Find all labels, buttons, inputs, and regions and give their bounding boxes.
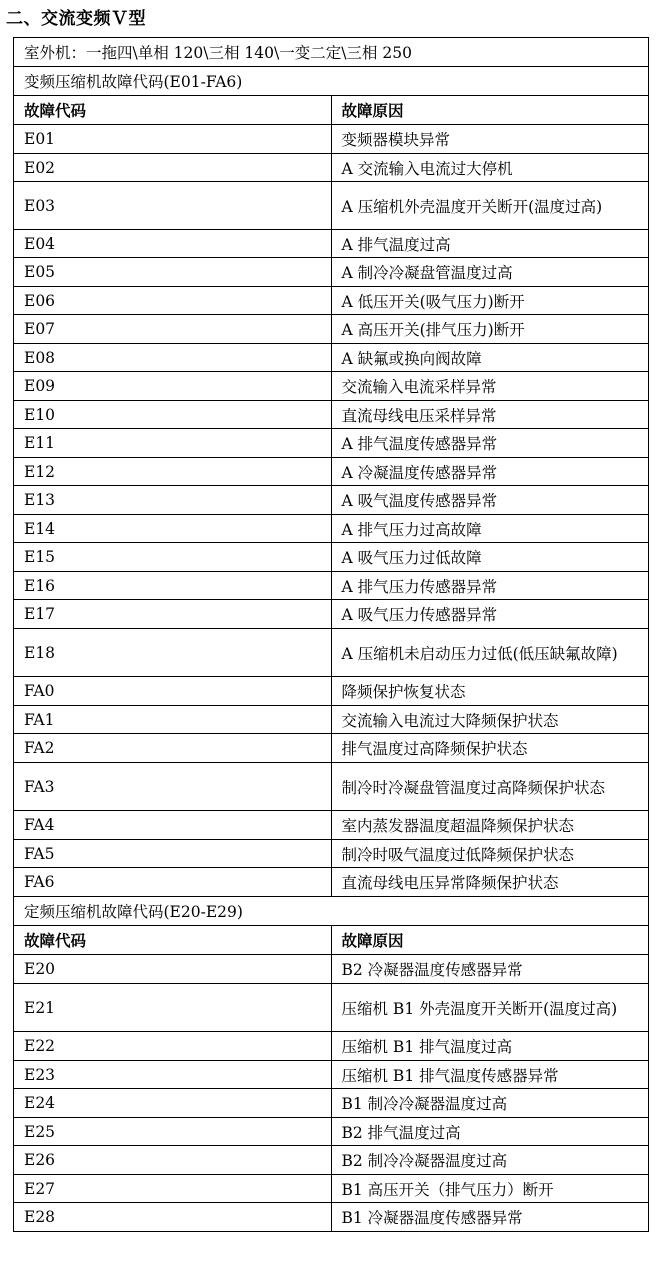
fault-code: E13: [14, 486, 332, 515]
header-code: 故障代码: [14, 96, 332, 125]
fault-code: E01: [14, 125, 332, 154]
table-row: [14, 125, 649, 154]
table-row: [14, 706, 649, 734]
fault-code: E10: [14, 401, 332, 429]
table-row: [14, 734, 649, 763]
table-row: [14, 315, 649, 344]
fault-code: E18: [14, 629, 332, 677]
fault-code: FA6: [14, 868, 332, 897]
inverter-section-title-row: [14, 67, 649, 96]
fault-cause: 室内蒸发器温度超温降频保护状态: [331, 811, 649, 840]
table-row: [14, 486, 649, 515]
header-code: 故障代码: [14, 926, 332, 955]
outdoor-unit-row: [14, 38, 649, 67]
table-row: [14, 154, 649, 182]
table-row: [14, 543, 649, 572]
fault-cause: 压缩机 B1 排气温度过高: [331, 1032, 649, 1061]
fault-code: FA5: [14, 840, 332, 868]
fault-code: E16: [14, 572, 332, 600]
table-row: [14, 763, 649, 811]
fault-cause: 交流输入电流采样异常: [331, 372, 649, 401]
fault-cause: 交流输入电流过大降频保护状态: [331, 706, 649, 734]
table-row: [14, 984, 649, 1032]
header-cause: 故障原因: [331, 96, 649, 125]
table-row: [14, 401, 649, 429]
fault-code: E27: [14, 1175, 332, 1203]
fault-code: E25: [14, 1118, 332, 1146]
table-row: [14, 1032, 649, 1061]
fault-code: E22: [14, 1032, 332, 1061]
table-row: [14, 458, 649, 486]
fixed-header-row: [14, 926, 649, 955]
fault-cause: B1 制冷冷凝器温度过高: [331, 1089, 649, 1118]
fault-code: E08: [14, 344, 332, 372]
fault-code: E04: [14, 230, 332, 258]
fault-cause: A 低压开关(吸气压力)断开: [331, 287, 649, 315]
fault-cause: A 交流输入电流过大停机: [331, 154, 649, 182]
fault-code: E03: [14, 182, 332, 230]
table-row: [14, 258, 649, 287]
fault-code: E24: [14, 1089, 332, 1118]
fault-cause: B1 冷凝器温度传感器异常: [331, 1203, 649, 1232]
fault-cause: 变频器模块异常: [331, 125, 649, 154]
fault-code: E11: [14, 429, 332, 458]
table-row: [14, 515, 649, 543]
fault-code: E07: [14, 315, 332, 344]
fixed-section-title: 定频压缩机故障代码(E20-E29): [14, 897, 649, 926]
fault-cause: B2 冷凝器温度传感器异常: [331, 955, 649, 984]
fault-cause: A 压缩机外壳温度开关断开(温度过高): [331, 182, 649, 230]
fixed-section-title-row: [14, 897, 649, 926]
fault-cause: 制冷时冷凝盘管温度过高降频保护状态: [331, 763, 649, 811]
fault-cause: A 吸气压力过低故障: [331, 543, 649, 572]
fault-code: E06: [14, 287, 332, 315]
fault-cause: 压缩机 B1 外壳温度开关断开(温度过高): [331, 984, 649, 1032]
table-row: [14, 230, 649, 258]
fault-cause: 排气温度过高降频保护状态: [331, 734, 649, 763]
fault-code: E17: [14, 600, 332, 629]
fault-cause: 制冷时吸气温度过低降频保护状态: [331, 840, 649, 868]
fault-code: FA3: [14, 763, 332, 811]
fault-cause: A 吸气温度传感器异常: [331, 486, 649, 515]
fault-cause: B2 制冷冷凝器温度过高: [331, 1146, 649, 1175]
fault-cause: B1 高压开关（排气压力）断开: [331, 1175, 649, 1203]
fault-code: E14: [14, 515, 332, 543]
table-row: [14, 868, 649, 897]
fault-code: E02: [14, 154, 332, 182]
fault-code: E09: [14, 372, 332, 401]
table-row: [14, 955, 649, 984]
fault-cause: A 吸气压力传感器异常: [331, 600, 649, 629]
table-row: [14, 344, 649, 372]
fault-code: E21: [14, 984, 332, 1032]
fault-code: FA0: [14, 677, 332, 706]
fault-code: FA4: [14, 811, 332, 840]
table-row: [14, 600, 649, 629]
fault-cause: A 高压开关(排气压力)断开: [331, 315, 649, 344]
fault-code: E26: [14, 1146, 332, 1175]
fault-code-table-body: [14, 38, 649, 1232]
fault-code: E12: [14, 458, 332, 486]
fault-cause: A 排气压力过高故障: [331, 515, 649, 543]
header-cause: 故障原因: [331, 926, 649, 955]
fault-code: E28: [14, 1203, 332, 1232]
fault-cause: A 缺氟或换向阀故障: [331, 344, 649, 372]
fault-code: E15: [14, 543, 332, 572]
table-row: [14, 811, 649, 840]
table-row: [14, 1089, 649, 1118]
fault-cause: A 制冷冷凝盘管温度过高: [331, 258, 649, 287]
table-row: [14, 287, 649, 315]
table-row: [14, 1118, 649, 1146]
table-row: [14, 677, 649, 706]
table-row: [14, 1146, 649, 1175]
fault-code: E05: [14, 258, 332, 287]
fault-code: FA1: [14, 706, 332, 734]
section-heading: 二、交流变频Ｖ型: [6, 9, 146, 29]
table-row: [14, 1061, 649, 1089]
table-row: [14, 840, 649, 868]
fault-cause: 直流母线电压异常降频保护状态: [331, 868, 649, 897]
fault-cause: B2 排气温度过高: [331, 1118, 649, 1146]
fault-code: FA2: [14, 734, 332, 763]
table-row: [14, 372, 649, 401]
fault-cause: A 排气温度传感器异常: [331, 429, 649, 458]
fault-cause: A 排气温度过高: [331, 230, 649, 258]
table-row: [14, 429, 649, 458]
fault-code: E23: [14, 1061, 332, 1089]
inverter-section-title: 变频压缩机故障代码(E01-FA6): [14, 67, 649, 96]
fault-cause: A 冷凝温度传感器异常: [331, 458, 649, 486]
table-row: [14, 1175, 649, 1203]
fault-cause: 降频保护恢复状态: [331, 677, 649, 706]
fault-cause: 直流母线电压采样异常: [331, 401, 649, 429]
table-row: [14, 1203, 649, 1232]
fault-cause: 压缩机 B1 排气温度传感器异常: [331, 1061, 649, 1089]
table-row: [14, 629, 649, 677]
inverter-header-row: [14, 96, 649, 125]
fault-cause: A 排气压力传感器异常: [331, 572, 649, 600]
fault-cause: A 压缩机未启动压力过低(低压缺氟故障): [331, 629, 649, 677]
outdoor-unit-label: 室外机：一拖四\单相 120\三相 140\一变二定\三相 250: [14, 38, 649, 67]
fault-code-table: [13, 37, 649, 1232]
table-row: [14, 182, 649, 230]
table-row: [14, 572, 649, 600]
fault-code: E20: [14, 955, 332, 984]
